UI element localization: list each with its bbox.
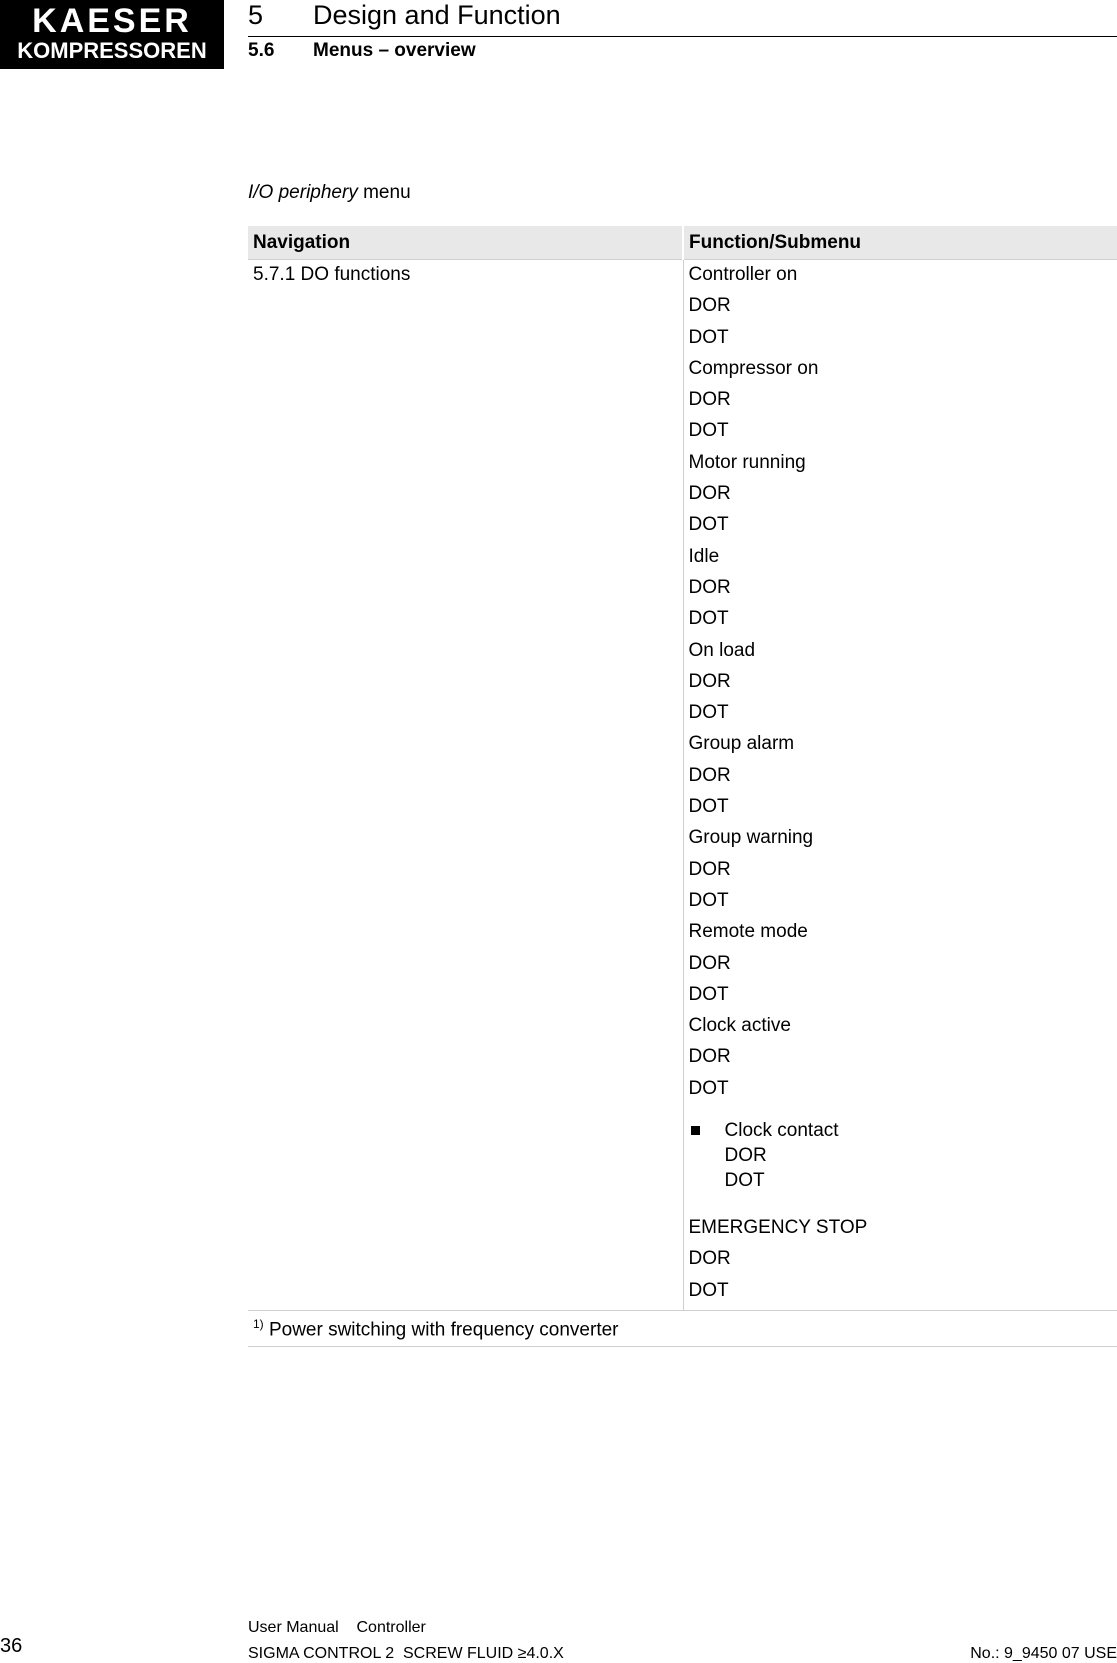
function-item: DOR bbox=[688, 295, 731, 317]
function-item: DOT bbox=[688, 796, 729, 818]
logo-line-2: KOMPRESSOREN bbox=[17, 38, 207, 63]
footnote-mark: 1) bbox=[253, 1316, 264, 1331]
function-item: Idle bbox=[688, 545, 720, 567]
page-number: 36 bbox=[0, 1635, 23, 1657]
function-item: Remote mode bbox=[688, 921, 808, 943]
kaeser-logo bbox=[0, 0, 224, 69]
menu-title-italic: I/O periphery bbox=[248, 182, 358, 203]
function-item: DOT bbox=[688, 326, 729, 348]
section-title: Menus – overview bbox=[313, 40, 476, 61]
footer-doc-number: No.: 9_9450 07 USE bbox=[970, 1645, 1117, 1662]
function-item: DOR bbox=[688, 764, 731, 786]
header-function: Function/Submenu bbox=[683, 226, 1117, 260]
function-item: DOT bbox=[688, 983, 729, 1005]
menu-title-rest: menu bbox=[357, 182, 411, 203]
function-cell bbox=[683, 260, 1117, 1311]
function-item: DOR bbox=[688, 576, 731, 598]
function-item: Clock active bbox=[688, 1015, 791, 1037]
function-item: On load bbox=[688, 639, 756, 661]
function-item: DOT bbox=[688, 1279, 729, 1301]
nav-cell bbox=[248, 260, 683, 1311]
bullet-item bbox=[689, 1118, 1113, 1193]
function-item: DOR bbox=[688, 858, 731, 880]
chapter-title: Design and Function bbox=[313, 0, 561, 30]
function-item: Group alarm bbox=[688, 733, 795, 755]
function-item: DOT bbox=[688, 702, 729, 724]
function-item: DOT bbox=[688, 514, 729, 536]
function-item: DOT bbox=[688, 420, 729, 442]
footnote-text: Power switching with frequency converter bbox=[263, 1319, 619, 1341]
bullet-sub-dot: DOT bbox=[724, 1170, 765, 1192]
footer-manual-line: User Manual Controller bbox=[248, 1619, 426, 1636]
table-header-row bbox=[248, 226, 1117, 260]
menu-title bbox=[248, 181, 411, 205]
chapter-heading bbox=[248, 0, 1117, 37]
function-list-tail bbox=[689, 1216, 1113, 1310]
function-item: Group warning bbox=[688, 827, 814, 849]
function-item: DOT bbox=[688, 608, 729, 630]
header-navigation: Navigation bbox=[248, 226, 683, 260]
bullet-square-icon bbox=[691, 1126, 700, 1135]
footnote-cell bbox=[248, 1310, 1117, 1346]
function-item: DOT bbox=[688, 889, 729, 911]
function-list bbox=[689, 263, 1113, 1108]
function-item: Controller on bbox=[688, 264, 798, 285]
function-item: EMERGENCY STOP bbox=[688, 1217, 868, 1239]
function-item: DOR bbox=[688, 483, 731, 505]
function-item: DOR bbox=[688, 1046, 731, 1068]
function-item: Compressor on bbox=[688, 357, 819, 379]
logo-line-1: KAESER bbox=[32, 2, 192, 40]
function-item: DOR bbox=[688, 952, 731, 974]
function-item: DOR bbox=[688, 1248, 731, 1270]
function-item: DOT bbox=[688, 1077, 729, 1099]
menu-table bbox=[248, 226, 1117, 1347]
section-heading bbox=[248, 39, 476, 63]
chapter-number: 5 bbox=[248, 0, 264, 30]
function-item: DOR bbox=[688, 389, 731, 411]
bullet-sub-dor: DOR bbox=[724, 1145, 767, 1167]
bullet-label: Clock contact bbox=[724, 1120, 839, 1142]
function-item: DOR bbox=[688, 670, 731, 692]
footnote-row bbox=[248, 1310, 1117, 1346]
function-item: Motor running bbox=[688, 451, 806, 473]
nav-entry: 5.7.1 DO functions bbox=[253, 264, 411, 285]
footer-product-line: SIGMA CONTROL 2 SCREW FLUID ≥4.0.X bbox=[248, 1645, 564, 1662]
section-number: 5.6 bbox=[248, 40, 275, 61]
table-row bbox=[248, 260, 1117, 1311]
